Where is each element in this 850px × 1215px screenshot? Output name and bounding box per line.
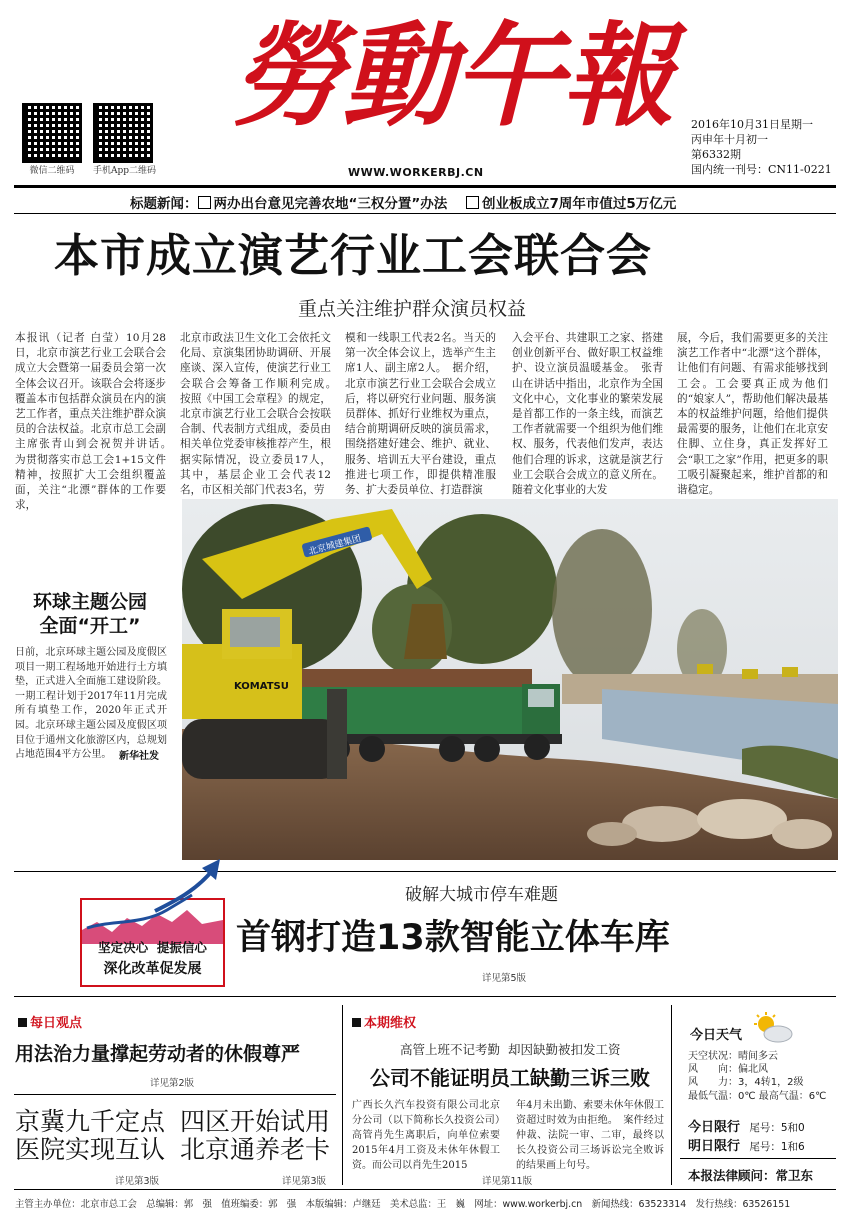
limit-today [688, 1116, 805, 1135]
arrow-icon [150, 856, 230, 916]
column-divider-2 [671, 1005, 672, 1185]
headline-item-2[interactable]: 创业板成立7周年市值过5万亿元 [481, 196, 677, 212]
opinion-see[interactable]: 详见第2版 [150, 1078, 195, 1089]
footer-credits: 主管主办单位：北京市总工会 总编辑：郭 强 值班编委：郭 强 本版编辑：卢继廷 美术总监：王 巍 网址：www.workerbj.cn 新闻热线：63523314 发行热线：63526151 [15, 1199, 791, 1210]
qr-app [93, 103, 156, 176]
weather-dir: 偏北风 [738, 1064, 768, 1076]
rights-col-2: 年4月未出勤、索要未休年休假工资超过时效为由拒绝。 案件经过仲裁、法院一审、二审，最终以长久投资公司三场诉讼完全败诉的结果画上句号。 [516, 1100, 664, 1171]
story-a-line2: 医院实现互认 [15, 1135, 166, 1164]
story-b-see[interactable]: 详见第3版 [282, 1176, 327, 1187]
opinion-tag: 每日观点 [18, 1012, 82, 1031]
weather-temp: 最低气温：0℃ 最高气温：6℃ [688, 1090, 827, 1102]
weather-force: 3，4转1，2级 [738, 1077, 804, 1089]
lead-col-5: 展，今后，我们需要更多的关注演艺工作者中“北漂”这个群体，让他们有问题、有需求能够找到工会。工会要真正成为他们的“娘家人”，帮助他们解决最基本的权益维护问题，给他们提供最需要的服务，让他们在北京安住脚、立住身，真正发挥好工会“职工之家”作用，把更多的职工吸引凝聚起来，维护首都的和谐稳定。 [677, 332, 828, 497]
photo-story-credit: 新华社发 [119, 751, 159, 762]
rights-kicker: 高管上班不记考勤 却因缺勤被扣发工资 [400, 1042, 621, 1057]
headline-bar-label: 标题新闻： [130, 196, 198, 212]
issue-info [691, 117, 832, 177]
lead-col-2: 北京市政法卫生文化工会依托文化局、京演集团协助调研、开展座谈、深入宣传，使演艺行业工会联合会筹备工作顺利完成。 按照《中国工会章程》的规定，北京市演艺行业工会联合会按联合制、代表制方式组成，委员由相关单位党委审核推荐产生，根据实际情况，设立委员17人，其中，基层企业工会代表12名，市区相关部门代表3名，劳 [180, 332, 342, 497]
headline-bar-rule [14, 213, 836, 214]
excavator-sign: 北京城建集团 [307, 533, 363, 558]
limit-today-value: 尾号：5和0 [749, 1122, 805, 1134]
qr-wechat-caption: 微信二维码 [29, 166, 75, 176]
qr-app-caption: 手机App二维码 [93, 166, 157, 176]
feature-badge-line2: 深化改革促发展 [103, 961, 202, 977]
rights-title[interactable]: 公司不能证明员工缺勤三诉三败 [370, 1066, 650, 1090]
story-b-line2: 北京通养老卡 [180, 1135, 331, 1164]
story-b-title[interactable] [180, 1108, 330, 1164]
rights-col-1: 广西长久汽车投资有限公司北京分公司（以下简称长久投资公司）高管肖先生离职后，向单位索要2015年4月工资及未休年休假工资。而公司以肖先生2015 [352, 1100, 500, 1171]
photo-story-title [26, 590, 154, 638]
lower-rule [14, 996, 836, 997]
opinion-rule [14, 1094, 336, 1095]
weather-sky-label: 天空状况： [688, 1051, 738, 1062]
photo-story-title-line2: 全面“开工” [39, 615, 141, 637]
rights-tag: 本期维权 [352, 1012, 416, 1031]
weather-sky: 晴间多云 [738, 1051, 778, 1062]
limit-today-label: 今日限行 [688, 1120, 741, 1135]
limit-tomorrow-value: 尾号：1和6 [749, 1141, 805, 1153]
weather-force-label: 风 力： [688, 1077, 738, 1089]
weather-details [688, 1050, 826, 1103]
partly-cloudy-icon [752, 1012, 794, 1044]
weather-rule [680, 1158, 836, 1159]
legal-advisor: 本报法律顾问：常卫东 [688, 1168, 814, 1183]
checkbox-icon [198, 196, 211, 209]
headline-bar [130, 192, 676, 212]
lead-title: 本市成立演艺行业工会联合会 [54, 229, 653, 282]
story-a-line1: 京冀九千定点 [15, 1107, 166, 1136]
issue-lunar: 丙申年十月初一 [691, 133, 768, 146]
headline-item-1[interactable]: 两办出台意见完善农地“三权分置”办法 [213, 196, 448, 212]
lead-col-4: 入会平台、共建职工之家、搭建创业创新平台、做好职工权益维护、设立演员温暖基金。 张青山在讲话中指出，北京作为全国文化中心，文化事业的繁荣发展是首都工作的一条主线，而演艺工作者就需要一个组织为他们维权、服务，代表他们发声，表达他们合理的诉求，这就是演艺行业工会联合会成立的意义所在。随着文化事业的大发 [512, 332, 663, 497]
rights-see[interactable]: 详见第11版 [482, 1176, 533, 1187]
story-a-title[interactable] [15, 1108, 165, 1164]
qr-wechat [22, 103, 82, 176]
issue-date: 2016年10月31日星期一 [691, 118, 813, 131]
masthead-title: 勞動午報 [232, 11, 672, 142]
masthead-rule [14, 185, 836, 188]
feature-rule [14, 871, 836, 872]
feature-badge-line1: 坚定决心 提振信心 [98, 940, 207, 955]
limit-tomorrow [688, 1135, 805, 1154]
photo-story-body: 日前，北京环球主题公园及度假区项目一期工程场地开始进行土方填垫，正式进入全面施工建设阶段。一期工程计划于2017年11月完成所有填垫工作，2020年正式开园。北京环球主题公园及度假区项目位于通州文化旅游区内，总规划占地范围4平方公里。 [15, 647, 167, 761]
masthead-url: WWW.WORKERBJ.CN [348, 166, 484, 179]
weather-dir-label: 风 向： [688, 1064, 738, 1076]
lead-col-3: 模和一线职工代表2名。当天的第一次全体会议上，选举产生主席1人、副主席2人。 据介绍，北京市演艺行业工会联合会成立后，将以研究行业问题、服务演员群体、抓好行业维权为重点，结合前期调研反映的演员需求，围绕搭建好建会、维护、就业、服务、培训五大平台建设，重点推进七项工作，即提供精准服务、扩大委员单位、打造群演 [345, 332, 496, 497]
svg-text:KOMATSU: KOMATSU [234, 681, 289, 692]
feature-title: 首钢打造13款智能立体车库 [236, 918, 670, 958]
column-divider [342, 1005, 343, 1185]
photo-story-title-line1: 环球主题公园 [32, 591, 147, 613]
feature-kicker: 破解大城市停车难题 [405, 885, 558, 905]
issue-cn: 国内统一刊号：CN11-0221 [691, 163, 832, 176]
story-a-see[interactable]: 详见第3版 [115, 1176, 160, 1187]
lead-subtitle: 重点关注维护群众演员权益 [298, 298, 527, 320]
lead-col-1: 本报讯（记者 白莹）10月28日，北京市演艺行业工会联合会成立大会暨第一届委员会第一次全体会议召开。该联合会将逐步覆盖本市包括群众演员在内的演艺工作者，重点关注维护群众演员的合法权益。北京市总工会副主席张青山到会祝贺并讲话。 为贯彻落实市总工会1+15文件精神，按照扩大工会组织覆盖面，关注“北漂”群体的工作要求， [15, 332, 177, 512]
opinion-title[interactable]: 用法治力量撑起劳动者的休假尊严 [15, 1043, 301, 1065]
issue-number: 第6332期 [691, 148, 741, 161]
footer-rule [14, 1189, 836, 1190]
feature-see[interactable]: 详见第5版 [482, 973, 527, 984]
construction-photo [182, 499, 838, 860]
story-b-line1: 四区开始试用 [180, 1107, 331, 1136]
weather-title: 今日天气 [690, 1028, 743, 1043]
limit-tomorrow-label: 明日限行 [688, 1139, 741, 1154]
checkbox-icon [466, 196, 479, 209]
